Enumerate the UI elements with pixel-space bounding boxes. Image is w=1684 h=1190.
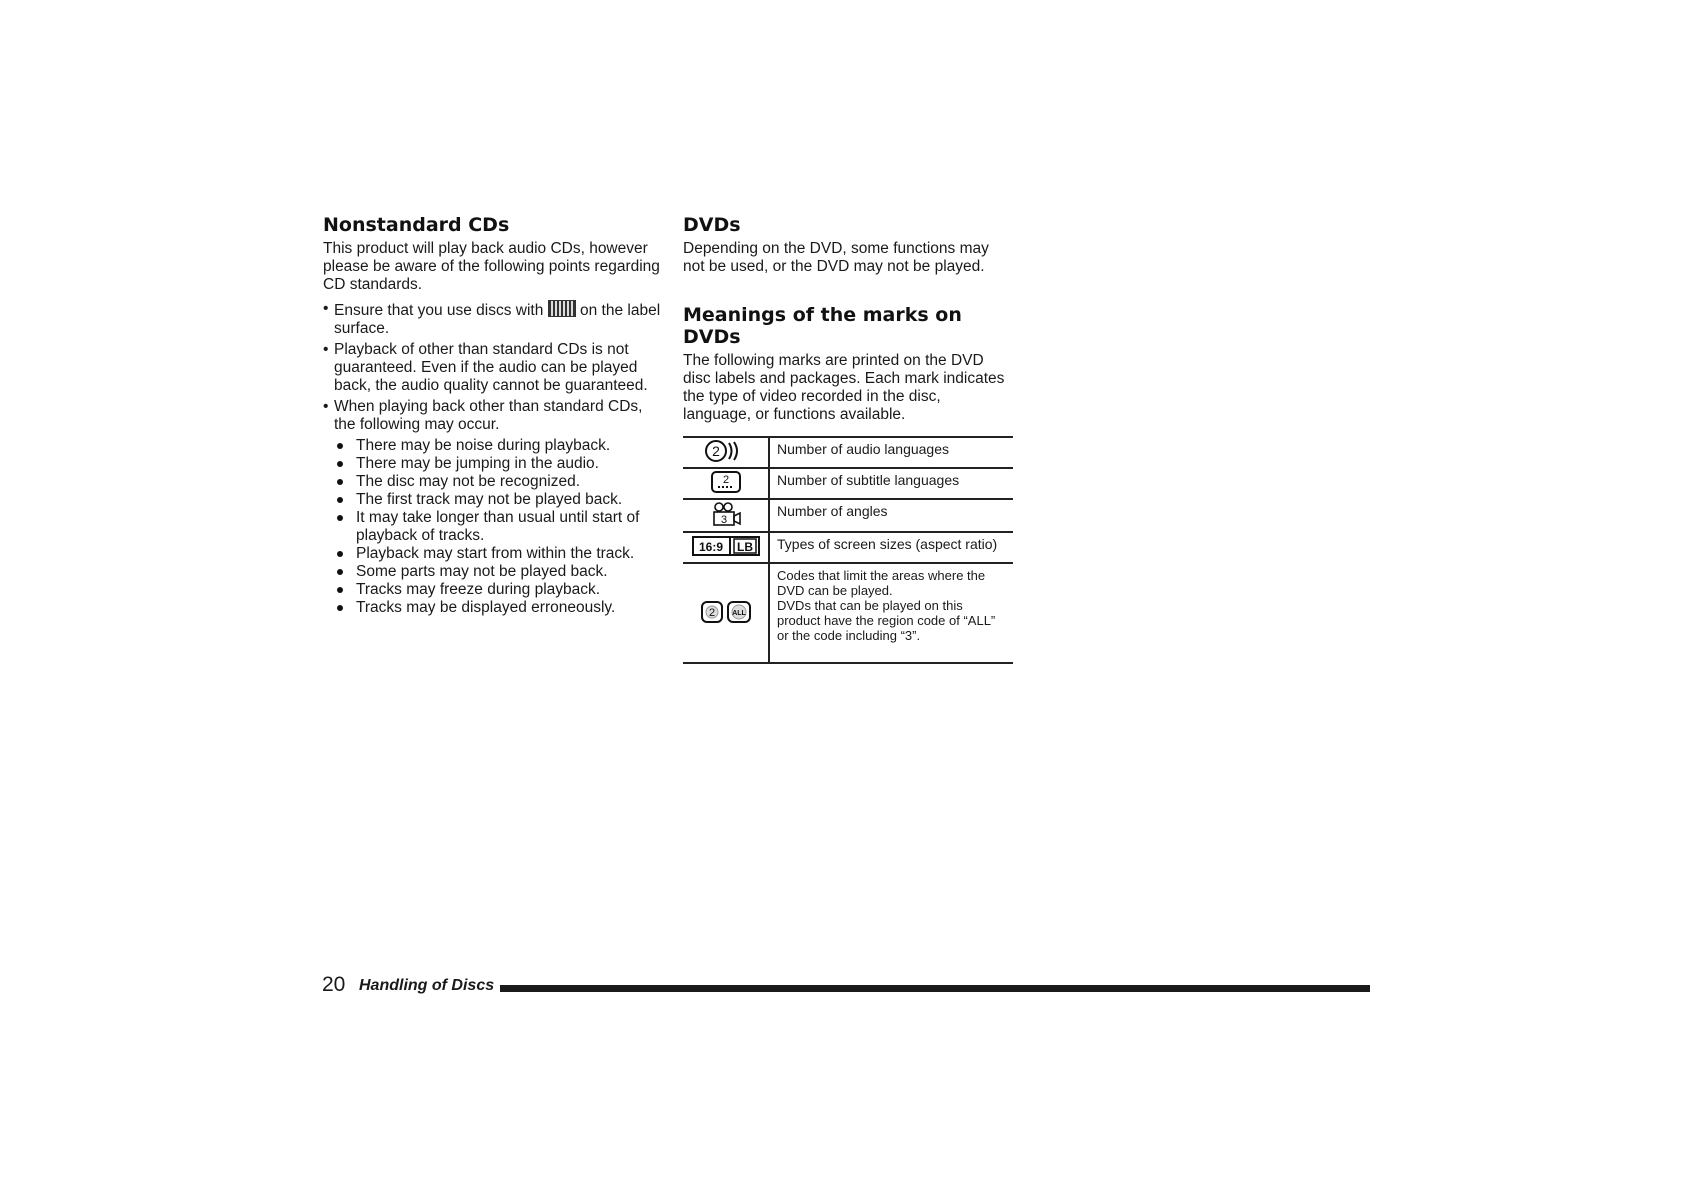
list-item: It may take longer than usual until start of playback of tracks. [323, 509, 663, 545]
page-number: 20 [322, 973, 346, 996]
footer-rule [500, 985, 1370, 992]
table-row [683, 532, 1013, 563]
list-item: The first track may not be played back. [323, 491, 663, 509]
svg-text:ALL: ALL [731, 609, 746, 617]
bullet-may-occur: • When playing back other than standard CDs, the following may occur. [323, 398, 643, 433]
nonstandard-cds-bullets [323, 300, 663, 434]
nonstandard-cds-intro: This product will play back audio CDs, however please be aware of the following points regarding CD standards. [323, 240, 660, 293]
table-row [683, 563, 1013, 663]
audio-languages-icon [683, 437, 769, 468]
angles-desc: Number of angles [769, 499, 1013, 532]
subtitle-languages-desc: Number of subtitle languages [769, 468, 1013, 499]
dvds-heading: DVDs [683, 214, 741, 236]
nonstandard-cds-section [323, 214, 663, 617]
bullet-disc-logo-text-a: Ensure that you use discs with [334, 302, 544, 319]
nonstandard-cds-heading: Nonstandard CDs [323, 214, 510, 236]
region-code-desc: Codes that limit the areas where the DVD can be played. DVDs that can be played on this product have the region code of “ALL” or the code including “3”. [769, 563, 1013, 663]
table-row [683, 437, 1013, 468]
bullet-disc-logo: • Ensure that you use discs with on the label surface. [323, 300, 661, 337]
subtitle-languages-icon [683, 468, 769, 499]
list-item: There may be noise during playback. [323, 437, 663, 455]
region-code-icon [683, 563, 769, 663]
compact-disc-logo-icon [548, 300, 576, 317]
list-item: Tracks may freeze during playback. [323, 581, 663, 599]
list-item: The disc may not be recognized. [323, 473, 663, 491]
marks-intro: The following marks are printed on the DVD disc labels and packages. Each mark indicates the type of video recorded in the disc, language, or functions available. [683, 352, 1005, 423]
dvds-section [683, 214, 1013, 430]
dvds-intro: Depending on the DVD, some functions may not be used, or the DVD may not be played. [683, 240, 989, 275]
aspect-ratio-desc: Types of screen sizes (aspect ratio) [769, 532, 1013, 563]
list-item: Some parts may not be played back. [323, 563, 663, 581]
list-item: Tracks may be displayed erroneously. [323, 599, 663, 617]
dvd-marks-table [683, 436, 1013, 664]
bullet-not-guaranteed: • Playback of other than standard CDs is not guaranteed. Even if the audio can be played back, the audio quality cannot be guaranteed. [323, 341, 648, 394]
table-row [683, 499, 1013, 532]
bullet-disc-logo-text-b: on the label surface. [334, 302, 661, 337]
svg-text:LB: LB [736, 540, 753, 554]
possible-issues-list [323, 437, 663, 617]
svg-text:2: 2 [722, 474, 729, 486]
audio-languages-desc: Number of audio languages [769, 437, 1013, 468]
marks-heading: Meanings of the marks on DVDs [683, 304, 962, 348]
svg-text:3: 3 [720, 514, 727, 526]
table-row [683, 468, 1013, 499]
list-item: Playback may start from within the track. [323, 545, 663, 563]
list-item: There may be jumping in the audio. [323, 455, 663, 473]
svg-text:16:9: 16:9 [698, 540, 723, 554]
angles-camera-icon [683, 499, 769, 532]
aspect-ratio-icon [683, 532, 769, 563]
svg-text:2: 2 [708, 606, 715, 619]
svg-text:2: 2 [711, 443, 720, 459]
section-title: Handling of Discs [359, 977, 495, 994]
